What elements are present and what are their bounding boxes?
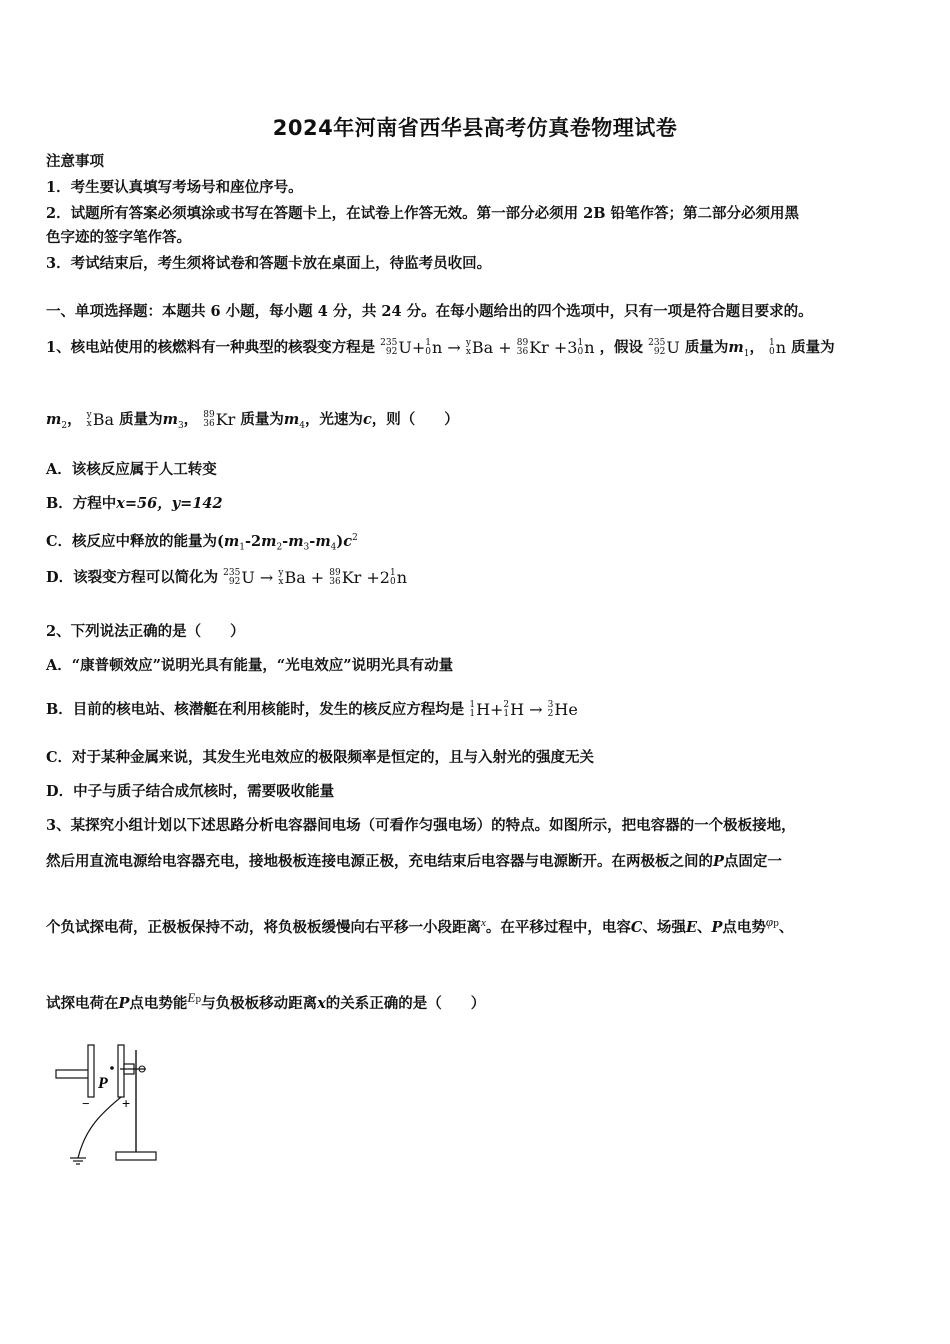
fission-equation: 235 92 U+ 1 0 n → y x Ba + 89 36 Kr +3 1 0 n — [380, 338, 595, 357]
q2-stem: 2、下列说法正确的是（ ） — [46, 623, 245, 640]
left-rod — [56, 1070, 92, 1078]
q1-option-a: A．该核反应属于人工转变 — [46, 461, 217, 478]
q2-option-d: D．中子与质子结合成氘核时，需要吸收能量 — [46, 783, 335, 800]
notice-item-2: 2．试题所有答案必须填涂或书写在答题卡上，在试卷上作答无效。第一部分必须用 2B 铅笔作答；第二部分必须用黑 — [46, 205, 800, 222]
page-title: 2024年河南省西华县高考仿真卷物理试卷 — [272, 116, 678, 140]
q3-stem-line2: 然后用直流电源给电容器充电，接地极板连接电源正极，充电结束后电容器与电源断开。在两极板之间的P点固定一 — [46, 853, 782, 870]
barium-symbol: y x Ba — [86, 410, 115, 429]
q3-stem-line1: 3、某探究小组计划以下述思路分析电容器间电场（可看作匀强电场）的特点。如图所示，把电容器的一个极板接地， — [46, 817, 796, 834]
section-heading: 一、单项选择题：本题共 6 小题，每小题 4 分，共 24 分。在每小题给出的四个选项中，只有一项是符合题目要求的。 — [46, 303, 813, 320]
simplified-equation: 235 92 U → y x Ba + 89 36 Kr +2 1 0 n — [223, 568, 408, 587]
uranium-symbol: 235 92 U — [648, 338, 680, 357]
q3-stem-line4: 试探电荷在P点电势能$E_p$与负极板移动距离x的关系正确的是（ ） — [46, 990, 486, 1012]
q3-stem-line3: 个负试探电荷，正极板保持不动，将负极板缓慢向右平移一小段距离$^x$。在平移过程中，电容C、场强E、P点电势$\varphi_p$、 — [46, 914, 794, 936]
label-p: P — [98, 1075, 108, 1092]
left-plate — [88, 1045, 94, 1097]
q1-option-c: C．核反应中释放的能量为$(m_1-2m_2-m_3-m_4)c^2$ — [46, 532, 358, 553]
notice-item-2-cont: 色字迹的签字笔作答。 — [46, 229, 191, 246]
label-minus: − — [82, 1096, 90, 1111]
q2-option-a: A．“康普顿效应”说明光具有能量，“光电效应”说明光具有动量 — [46, 657, 454, 674]
notice-item-1: 1．考生要认真填写考场号和座位序号。 — [46, 179, 303, 196]
q1-stem-line1: 1、核电站使用的核燃料有一种典型的核裂变方程是 235 92 U+ 1 0 n → y x Ba + 89 36 Kr +3 1 0 n ，假设 235 92 U 质量为$m_1$， 1 0 n 质量为 — [46, 332, 906, 364]
label-plus: + — [122, 1095, 131, 1111]
right-plate — [118, 1045, 124, 1097]
q2-option-b: B．目前的核电站、核潜艇在利用核能时，发生的核反应方程均是 1 1 H+ 2 1 H → 3 2 He — [46, 694, 906, 726]
fusion-equation: 1 1 H+ 2 1 H → 3 2 He — [469, 700, 578, 719]
krypton-symbol: 89 36 Kr — [203, 410, 236, 429]
stand-base — [116, 1152, 156, 1160]
q1-stem-text: 1、核电站使用的核燃料有一种典型的核裂变方程是 — [46, 339, 376, 356]
q1-option-b: B．方程中x=56，y=142 — [46, 495, 223, 512]
q1-option-d: D．该裂变方程可以简化为 235 92 U → y x Ba + 89 36 Kr +2 1 0 n — [46, 562, 906, 594]
notice-heading: 注意事项 — [46, 153, 104, 170]
q2-option-c: C．对于某种金属来说，其发生光电效应的极限频率是恒定的，且与入射光的强度无关 — [46, 749, 595, 766]
q1-stem-line2: $m_2$， y x Ba 质量为$m_3$， 89 36 Kr 质量为$m_4$，光速为c，则（ ） — [46, 404, 906, 436]
point-p — [110, 1066, 114, 1070]
neutron-symbol: 1 0 n — [769, 338, 787, 357]
notice-item-3: 3．考试结束后，考生须将试卷和答题卡放在桌面上，待监考员收回。 — [46, 255, 492, 272]
capacitor-diagram — [46, 1040, 166, 1170]
